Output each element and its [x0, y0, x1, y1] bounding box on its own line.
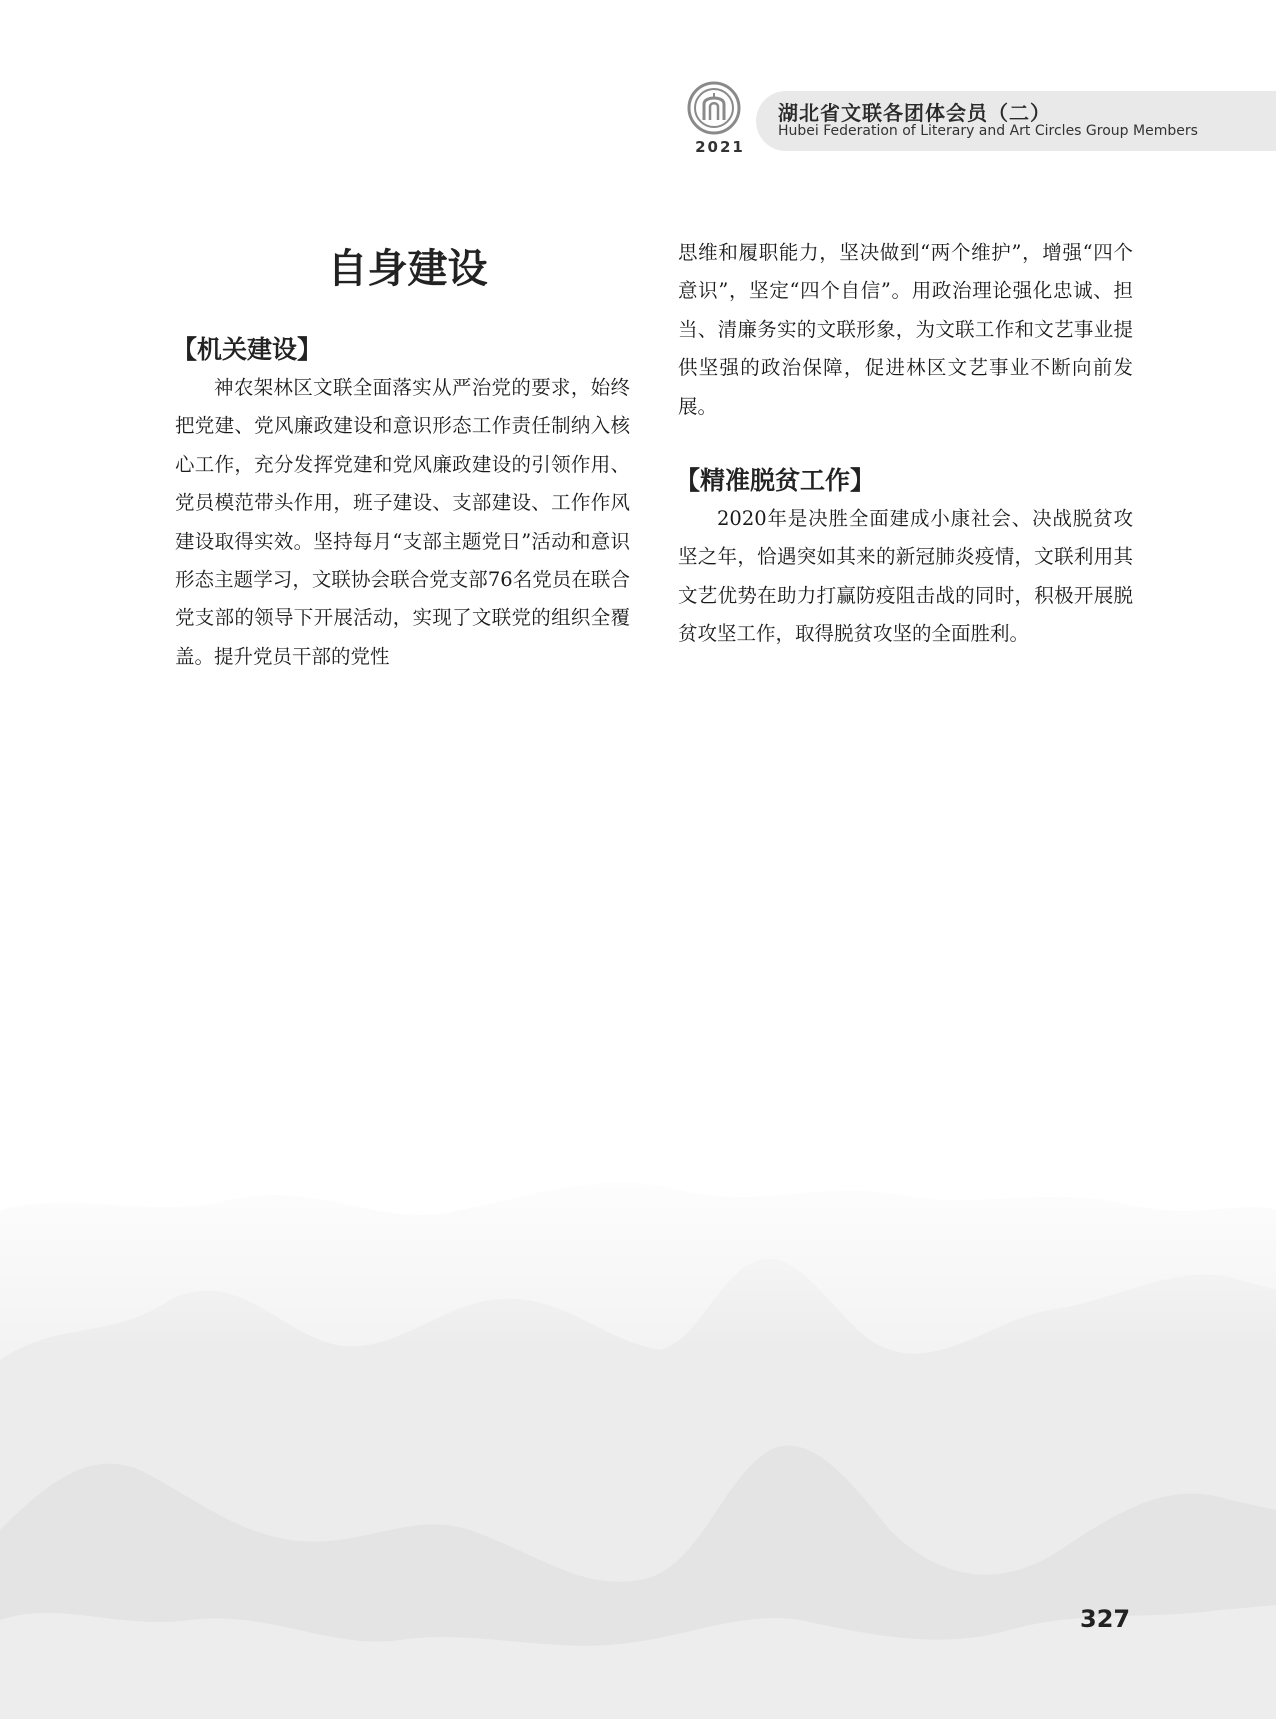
federation-logo-icon	[686, 80, 742, 136]
section-heading-office-building: 【机关建设】	[172, 335, 323, 364]
paragraph-office-building: 神农架林区文联全面落实从严治党的要求，始终把党建、党风廉政建设和意识形态工作责任制纳入核心工作，充分发挥党建和党风廉政建设的引领作用、党员模范带头作用，班子建设、支部建设、工作作风建设取得实效。坚持每月“支部主题党日”活动和意识形态主题学习，文联协会联合党支部76名党员在联合党支部的领导下开展活动，实现了文联党的组织全覆盖。提升党员干部的党性	[175, 376, 630, 668]
header-year: 2021	[695, 138, 745, 156]
header-title-cn: 湖北省文联各团体会员（二）	[778, 101, 1051, 125]
page-number: 327	[1080, 1605, 1131, 1633]
section-heading-poverty-alleviation: 【精准脱贫工作】	[675, 466, 876, 495]
mountain-background	[0, 1150, 1276, 1719]
page-title: 自身建设	[327, 246, 488, 292]
header-title-en: Hubei Federation of Literary and Art Circles Group Members	[778, 123, 1198, 139]
paragraph-office-building-continued: 思维和履职能力，坚决做到“两个维护”，增强“四个意识”，坚定“四个自信”。用政治理论强化忠诚、担当、清廉务实的文联形象，为文联工作和文艺事业提供坚强的政治保障，促进林区文艺事业不断向前发展。	[678, 241, 1133, 418]
paragraph-poverty-alleviation: 2020年是决胜全面建成小康社会、决战脱贫攻坚之年，恰遇突如其来的新冠肺炎疫情，文联利用其文艺优势在助力打赢防疫阻击战的同时，积极开展脱贫攻坚工作，取得脱贫攻坚的全面胜利。	[678, 507, 1133, 646]
